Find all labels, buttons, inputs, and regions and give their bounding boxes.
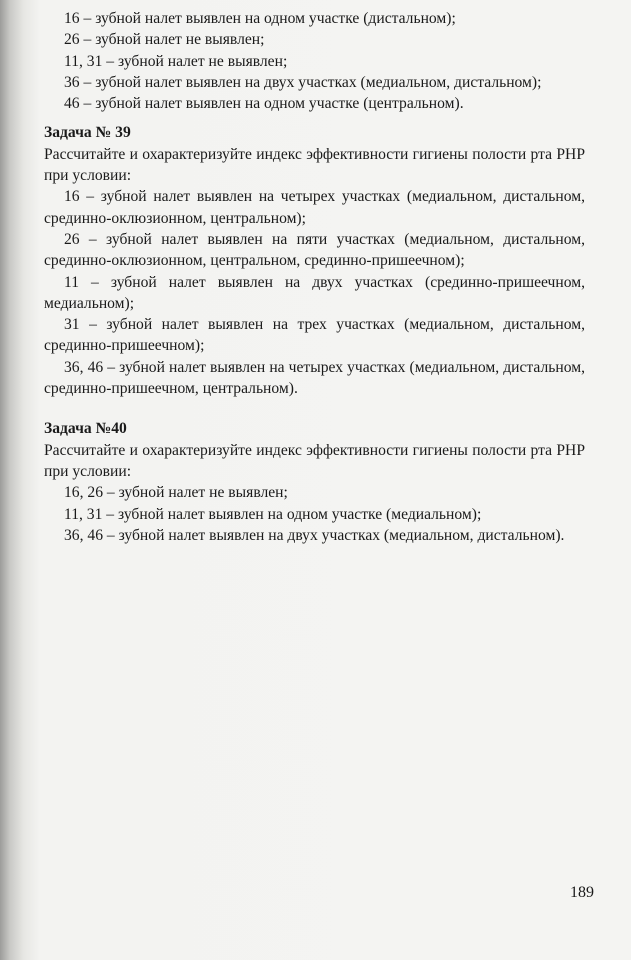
task-39-item: 16 – зубной налет выявлен на четырех участках (медиальном, дистальном, срединно-оклюзионном, центральном); bbox=[44, 188, 585, 227]
task-39-item: 26 – зубной налет выявлен на пяти участках (медиальном, дистальном, срединно-оклюзионном, центральном, срединно-пришеечном); bbox=[44, 230, 585, 270]
page-number: 189 bbox=[570, 884, 594, 901]
task-39-item: 31 – зубной налет выявлен на трех участках (медиальном, дистальном, срединно-пришеечном); bbox=[44, 316, 585, 355]
text-line: 26 – зубной налет не выявлен; bbox=[64, 31, 265, 49]
task-40-item: 16, 26 – зубной налет не выявлен; bbox=[64, 484, 288, 502]
page-content bbox=[44, 8, 585, 546]
text-line: 36 – зубной налет выявлен на двух участках (медиальном, дистальном); bbox=[64, 73, 542, 91]
task-39-intro: Рассчитайте и охарактеризуйте индекс эффективности гигиены полости рта PHP при условии: bbox=[44, 145, 585, 185]
task-39-item: 36, 46 – зубной налет выявлен на четырех участках (медиальном, дистальном, срединно-пришеечном, центральном). bbox=[44, 358, 585, 398]
task-40-item: 11, 31 – зубной налет выявлен на одном участке (медиальном); bbox=[64, 505, 482, 523]
task-40-intro: Рассчитайте и охарактеризуйте индекс эффективности гигиены полости рта PHP при условии: bbox=[44, 441, 585, 480]
text-line: 11, 31 – зубной налет не выявлен; bbox=[64, 52, 288, 70]
task-39-item: 11 – зубной налет выявлен на двух участках (срединно-пришеечном, медиальном); bbox=[44, 273, 585, 312]
task-39-heading: Задача № 39 bbox=[44, 124, 131, 142]
text-line: 16 – зубной налет выявлен на одном участке (дистальном); bbox=[64, 10, 456, 27]
task-40-item: 36, 46 – зубной налет выявлен на двух участках (медиальном, дистальном). bbox=[64, 526, 565, 544]
task-40-heading: Задача №40 bbox=[44, 420, 127, 438]
text-line: 46 – зубной налет выявлен на одном участке (центральном). bbox=[64, 95, 464, 113]
